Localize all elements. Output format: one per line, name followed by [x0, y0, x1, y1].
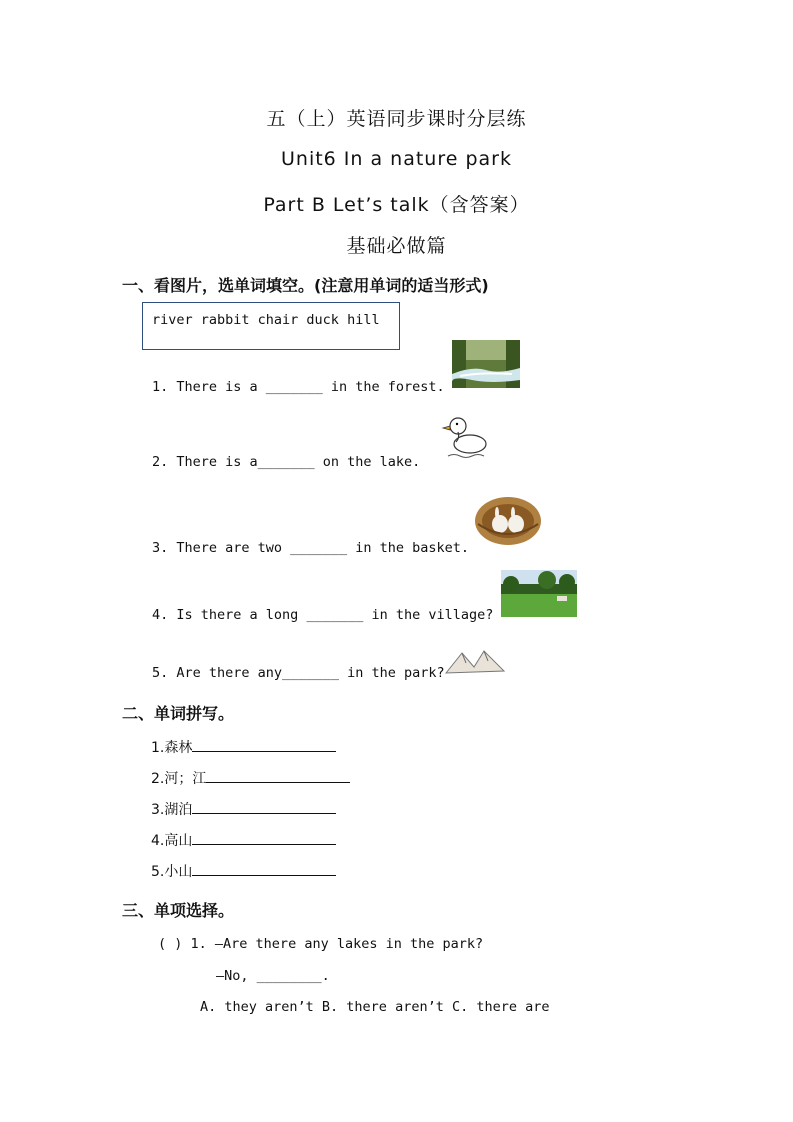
answer-blank-2[interactable]: _______ — [257, 454, 315, 470]
worksheet-title: 五（上）英语同步课时分层练 — [266, 108, 527, 130]
question-4: 4. Is there a long _______ in the village? — [152, 607, 494, 623]
spelling-blank-2[interactable] — [206, 768, 350, 783]
choice-answer-prompt: —No, ________. — [216, 968, 330, 984]
rabbits-basket-picture — [474, 494, 542, 546]
duck-picture — [440, 410, 492, 462]
hills-picture — [444, 645, 506, 675]
spelling-item-1: 1.森林 — [151, 737, 336, 757]
question-3: 3. There are two _______ in the basket. — [152, 540, 469, 556]
answer-blank-1[interactable]: _______ — [265, 379, 323, 395]
section1-heading: 一、看图片，选单词填空。(注意用单词的适当形式) — [122, 276, 489, 295]
spelling-item-5: 5.小山 — [151, 861, 336, 881]
part-title: Part B Let’s talk（含答案） — [263, 194, 530, 216]
section3-heading: 三、单项选择。 — [122, 901, 235, 920]
answer-blank-5[interactable]: _______ — [282, 665, 339, 681]
word-bank-text: river rabbit chair duck hill — [152, 312, 380, 328]
green-park-picture — [501, 570, 577, 617]
spelling-item-3: 3.湖泊 — [151, 799, 336, 819]
spelling-item-4: 4.高山 — [151, 830, 336, 850]
choice-options: A. they aren’t B. there aren’t C. there are — [200, 999, 550, 1015]
answer-blank-3[interactable]: _______ — [290, 540, 348, 556]
word-bank-box — [142, 302, 400, 350]
spelling-blank-1[interactable] — [192, 737, 336, 752]
level-title: 基础必做篇 — [346, 235, 447, 257]
unit-title: Unit6 In a nature park — [281, 148, 512, 170]
section2-heading: 二、单词拼写。 — [122, 704, 235, 723]
spelling-blank-5[interactable] — [192, 861, 336, 876]
spelling-item-2: 2.河；江 — [151, 768, 350, 788]
spelling-blank-3[interactable] — [192, 799, 336, 814]
river-forest-picture — [452, 340, 520, 388]
answer-blank-4[interactable]: _______ — [306, 607, 364, 623]
choice-question-1: ( ) 1. —Are there any lakes in the park? — [158, 936, 484, 952]
question-1: 1. There is a _______ in the forest. — [152, 379, 445, 395]
question-5: 5. Are there any_______ in the park? — [152, 665, 445, 681]
question-2: 2. There is a_______ on the lake. — [152, 454, 421, 470]
spelling-blank-4[interactable] — [192, 830, 336, 845]
answer-paren[interactable]: ( ) — [158, 936, 183, 952]
